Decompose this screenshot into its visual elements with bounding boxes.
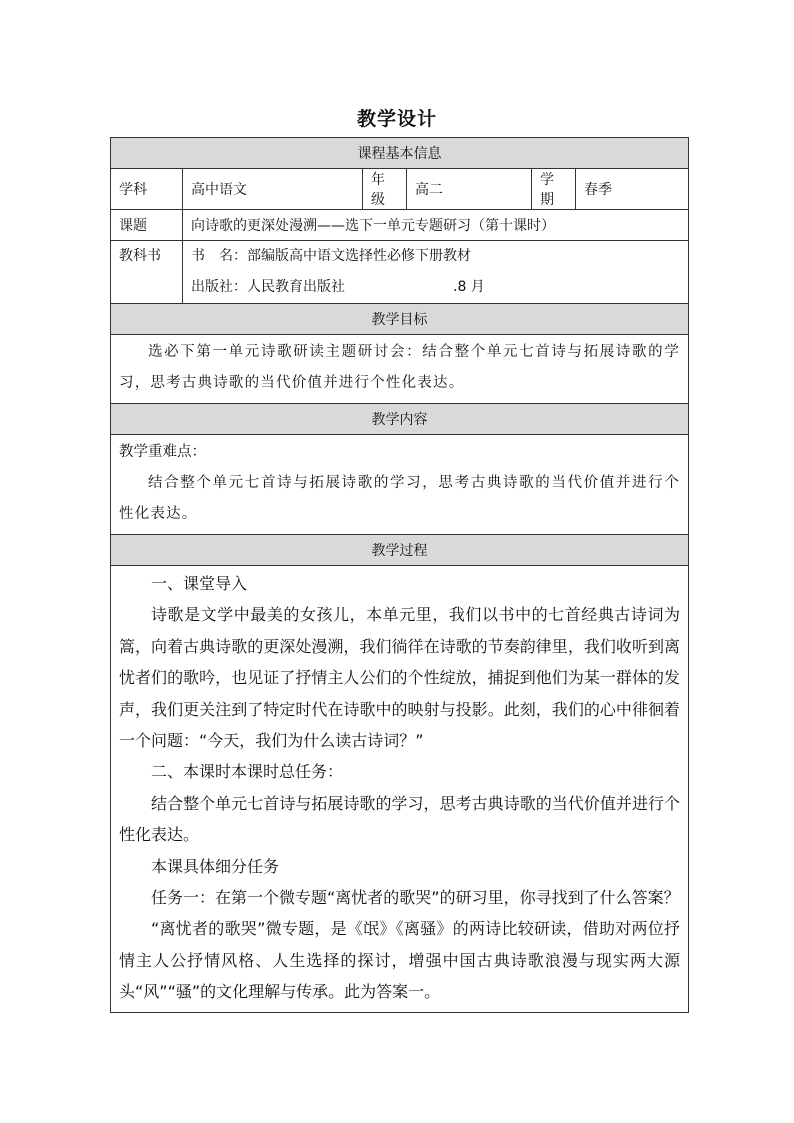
objectives-cell <box>111 335 689 404</box>
process-heading-task: 二、本课时本课时总任务： <box>151 762 344 782</box>
publisher-text: 出版社：人民教育出版社 <box>191 279 345 295</box>
textbook-label-cell <box>111 241 183 304</box>
book-name-line: 书 名：部编版高中语文选择性必修下册教材 <box>191 248 471 264</box>
process-cell <box>111 566 689 1013</box>
term-label: 学期 <box>532 169 576 210</box>
section-header-basic-info: 课程基本信息 <box>111 138 689 169</box>
subject-value: 高中语文 <box>183 169 363 210</box>
info-row-topic <box>111 210 689 241</box>
publisher-line <box>191 272 680 303</box>
subject-label: 学科 <box>111 169 183 210</box>
objectives-text: 选必下第一单元诗歌研读主题研讨会：结合整个单元七首诗与拓展诗歌的学习，思考古典诗歌的当代价值并进行个性化表达。 <box>119 344 681 391</box>
section-header-process: 教学过程 <box>111 535 689 566</box>
process-heading-intro: 一、课堂导入 <box>151 574 248 593</box>
textbook-value-cell <box>183 241 689 304</box>
info-row-textbook <box>111 241 689 304</box>
grade-label: 年级 <box>363 169 407 210</box>
process-answer1: “离忧者的歌哭”微专题，是《氓》《离骚》的两诗比较研读，借助对两位抒情主人公抒情风格、人生选择的探讨，增强中国古典诗歌浪漫与现实两大源头“风”“骚”的文化理解与传承。此为答案一。 <box>119 919 681 1002</box>
content-cell <box>111 435 689 535</box>
document-title: 教学设计 <box>356 108 437 130</box>
key-points-label: 教学重难点： <box>119 444 206 460</box>
topic-label: 课题 <box>111 210 183 241</box>
key-points-text: 结合整个单元七首诗与拓展诗歌的学习，思考古典诗歌的当代价值并进行个性化表达。 <box>119 475 681 522</box>
grade-value: 高二 <box>407 169 532 210</box>
topic-value: 向诗歌的更深处漫溯——选下一单元专题研习（第十课时） <box>183 210 689 241</box>
term-value: 春季 <box>576 169 689 210</box>
section-header-content: 教学内容 <box>111 404 689 435</box>
textbook-label: 教科书 <box>119 248 161 264</box>
publish-date: .8 月 <box>453 279 485 295</box>
info-row-subject <box>111 169 689 210</box>
section-header-objectives: 教学目标 <box>111 304 689 335</box>
process-task1: 任务一：在第一个微专题“离忧者的歌哭”的研习里，你寻找到了什么答案？ <box>151 888 680 908</box>
process-intro-text: 诗歌是文学中最美的女孩儿，本单元里，我们以书中的七首经典古诗词为篙，向着古典诗歌的更深处漫溯，我们徜徉在诗歌的节奏韵律里，我们收听到离忧者们的歌吟，也见证了抒情主人公们的个性绽放，捕捉到他们为某一群体的发声，我们更关注到了特定时代在诗歌中的映射与投影。此刻，我们的心中徘徊着一个问题：“今天，我们为什么读古诗词？” <box>119 605 681 751</box>
process-task-text: 结合整个单元七首诗与拓展诗歌的学习，思考古典诗歌的当代价值并进行个性化表达。 <box>119 793 681 845</box>
process-subtasks-heading: 本课具体细分任务 <box>151 856 280 876</box>
lesson-plan-table <box>110 137 689 1013</box>
